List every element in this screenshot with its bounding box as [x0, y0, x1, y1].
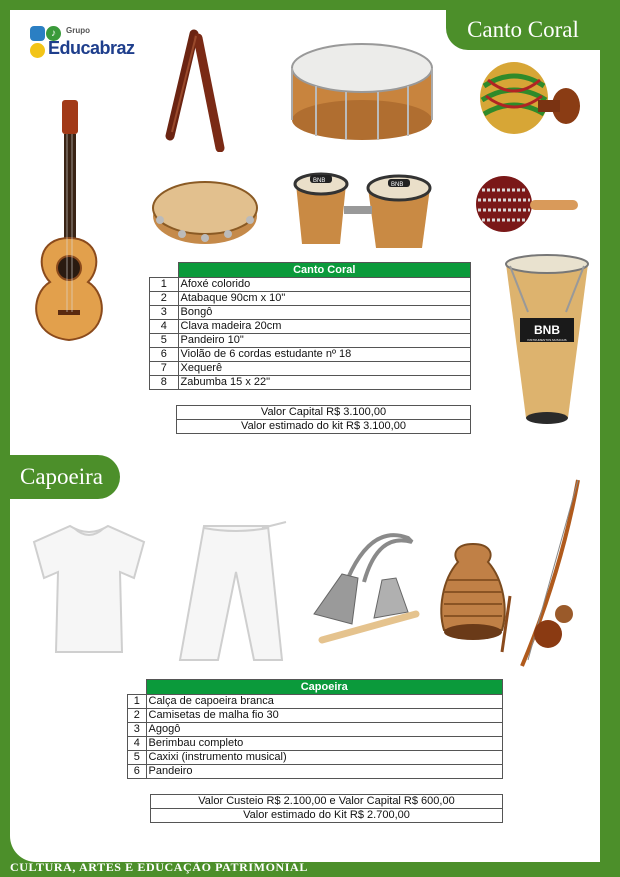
item-number: 1 — [128, 695, 147, 709]
item-label: Berimbau completo — [146, 737, 503, 751]
table-row — [150, 278, 471, 292]
item-label: Zabumba 15 x 22" — [178, 376, 471, 390]
value-estimated: Valor estimado do kit R$ 3.100,00 — [177, 420, 471, 434]
guitar-image — [28, 100, 110, 342]
berimbau-image — [500, 476, 592, 672]
bongo-logo-left: BNB — [313, 178, 326, 184]
logo-blue-square — [30, 26, 45, 41]
claves-image — [160, 28, 230, 152]
item-number: 2 — [128, 709, 147, 723]
caxixi-image — [438, 540, 508, 644]
item-label: Pandeiro 10" — [178, 334, 471, 348]
atabaque-image — [502, 252, 592, 426]
capoeira-items — [128, 695, 503, 779]
educabraz-logo — [30, 26, 140, 62]
item-number: 3 — [150, 306, 179, 320]
canto-items — [150, 278, 471, 390]
item-number: 6 — [128, 765, 147, 779]
item-number: 4 — [150, 320, 179, 334]
item-number: 7 — [150, 362, 179, 376]
item-label: Violão de 6 cordas estudante nº 18 — [178, 348, 471, 362]
footer-title: CULTURA, ARTES E EDUCAÇÃO PATRIMONIAL — [10, 860, 308, 874]
value-custeio-capital: Valor Custeio R$ 2.100,00 e Valor Capital R$ 600,00 — [151, 795, 503, 809]
table-row — [150, 376, 471, 390]
logo-group-text: Grupo — [66, 26, 90, 35]
item-number: 2 — [150, 292, 179, 306]
table-row — [150, 362, 471, 376]
capoeira-table — [127, 679, 503, 779]
item-number: 3 — [128, 723, 147, 737]
table-row — [150, 348, 471, 362]
tshirt-image — [30, 522, 148, 656]
bongo-logo-right: BNB — [391, 182, 404, 188]
item-label: Calça de capoeira branca — [146, 695, 503, 709]
table-row — [128, 723, 503, 737]
agogo-image — [312, 528, 422, 646]
table-row — [128, 751, 503, 765]
table-title: Canto Coral — [178, 263, 471, 278]
canto-value-table — [176, 405, 471, 434]
section-tab-canto-coral: Canto Coral — [446, 10, 600, 50]
table-row — [128, 695, 503, 709]
capoeira-value-table — [150, 794, 503, 823]
bongo-image — [288, 166, 438, 252]
table-row — [150, 292, 471, 306]
value-capital: Valor Capital R$ 3.100,00 — [177, 406, 471, 420]
item-label: Afoxé colorido — [178, 278, 471, 292]
logo-yellow-circle — [30, 43, 45, 58]
atabaque-brand-sub: INSTRUMENTOS MUSICAIS — [527, 338, 567, 342]
table-row — [128, 737, 503, 751]
table-title: Capoeira — [146, 680, 503, 695]
item-label: Bongô — [178, 306, 471, 320]
table-row — [128, 765, 503, 779]
item-number: 8 — [150, 376, 179, 390]
afoxe-image — [474, 170, 584, 236]
item-number: 5 — [128, 751, 147, 765]
capoeira-pants-image — [176, 518, 288, 664]
item-number: 6 — [150, 348, 179, 362]
item-label: Atabaque 90cm x 10" — [178, 292, 471, 306]
item-number: 5 — [150, 334, 179, 348]
atabaque-brand: BNB — [534, 323, 560, 337]
logo-brand-text: Educabraz — [48, 38, 135, 58]
canto-coral-table — [149, 262, 471, 390]
item-number: 4 — [128, 737, 147, 751]
table-row — [150, 306, 471, 320]
table-row — [150, 320, 471, 334]
item-label: Clava madeira 20cm — [178, 320, 471, 334]
item-label: Caxixi (instrumento musical) — [146, 751, 503, 765]
zabumba-image — [286, 38, 438, 144]
value-estimated: Valor estimado do Kit R$ 2.700,00 — [151, 809, 503, 823]
item-number: 1 — [150, 278, 179, 292]
table-row — [150, 334, 471, 348]
pandeiro-image — [150, 176, 260, 248]
item-label: Xequerê — [178, 362, 471, 376]
music-note-icon: ♪ — [46, 26, 61, 41]
item-label: Camisetas de malha fio 30 — [146, 709, 503, 723]
section-tab-capoeira: Capoeira — [10, 455, 120, 499]
table-row — [128, 709, 503, 723]
xequere-image — [474, 56, 586, 138]
item-label: Agogô — [146, 723, 503, 737]
item-label: Pandeiro — [146, 765, 503, 779]
